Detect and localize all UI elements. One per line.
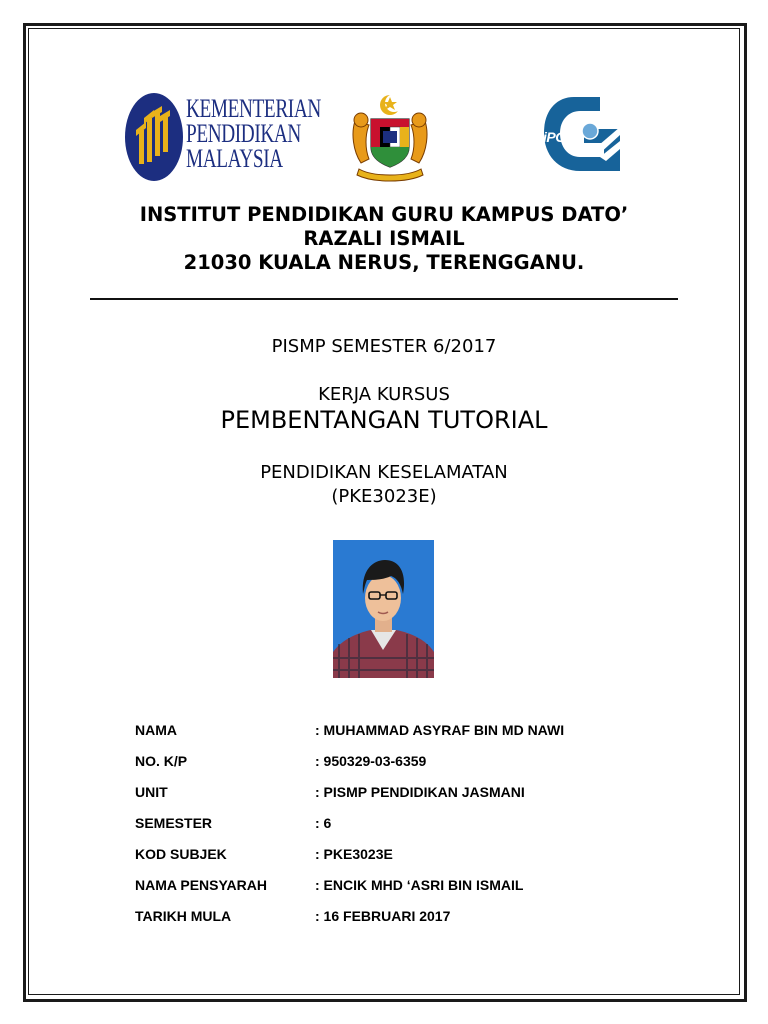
kpm-line-3: MALAYSIA <box>186 144 283 173</box>
detail-value-tarikh-mula: : 16 FEBRUARI 2017 <box>315 908 451 924</box>
detail-value-unit: : PISMP PENDIDIKAN JASMANI <box>315 784 525 800</box>
detail-value-kod-subjek: : PKE3023E <box>315 846 393 862</box>
detail-value-semester: : 6 <box>315 815 332 831</box>
assignment-title: PEMBENTANGAN TUTORIAL <box>220 406 548 434</box>
detail-row <box>135 753 655 784</box>
detail-value-no-kp: : 950329-03-6359 <box>315 753 427 769</box>
detail-row <box>135 908 655 939</box>
institute-name-line-2: RAZALI ISMAIL <box>303 227 465 250</box>
header-divider <box>90 298 678 300</box>
kpm-emblem-icon <box>124 92 184 182</box>
detail-value-nama: : MUHAMMAD ASYRAF BIN MD NAWI <box>315 722 565 738</box>
coat-of-arms-icon <box>349 93 431 183</box>
detail-label-nama-pensyarah: NAMA PENSYARAH <box>135 877 267 893</box>
institute-name-line-1: INSTITUT PENDIDIKAN GURU KAMPUS DATO’ <box>139 203 629 226</box>
detail-label-tarikh-mula: TARIKH MULA <box>135 908 232 924</box>
ipg-wordmark: iPG <box>543 129 566 145</box>
kpm-logo <box>124 92 321 184</box>
student-photo <box>333 540 434 678</box>
detail-row <box>135 815 655 846</box>
detail-label-unit: UNIT <box>135 784 168 800</box>
kpm-line-1: KEMENTERIAN <box>186 94 321 123</box>
detail-row <box>135 722 655 753</box>
detail-row <box>135 784 655 815</box>
detail-label-nama: NAMA <box>135 722 177 738</box>
institute-address: 21030 KUALA NERUS, TERENGGANU. <box>183 251 585 274</box>
detail-label-semester: SEMESTER <box>135 815 213 831</box>
coursework-label: KERJA KURSUS <box>318 384 450 405</box>
detail-value-nama-pensyarah: : ENCIK MHD ‘ASRI BIN ISMAIL <box>315 877 524 893</box>
detail-label-no-kp: NO. K/P <box>135 753 188 769</box>
kpm-wordmark <box>186 96 321 171</box>
semester-line: PISMP SEMESTER 6/2017 <box>271 336 497 357</box>
kpm-line-2: PENDIDIKAN <box>186 119 301 148</box>
subject-code: (PKE3023E) <box>331 486 437 507</box>
student-details <box>135 722 655 939</box>
subject-name: PENDIDIKAN KESELAMATAN <box>260 462 508 483</box>
detail-row <box>135 846 655 877</box>
detail-label-kod-subjek: KOD SUBJEK <box>135 846 227 862</box>
detail-row <box>135 877 655 908</box>
